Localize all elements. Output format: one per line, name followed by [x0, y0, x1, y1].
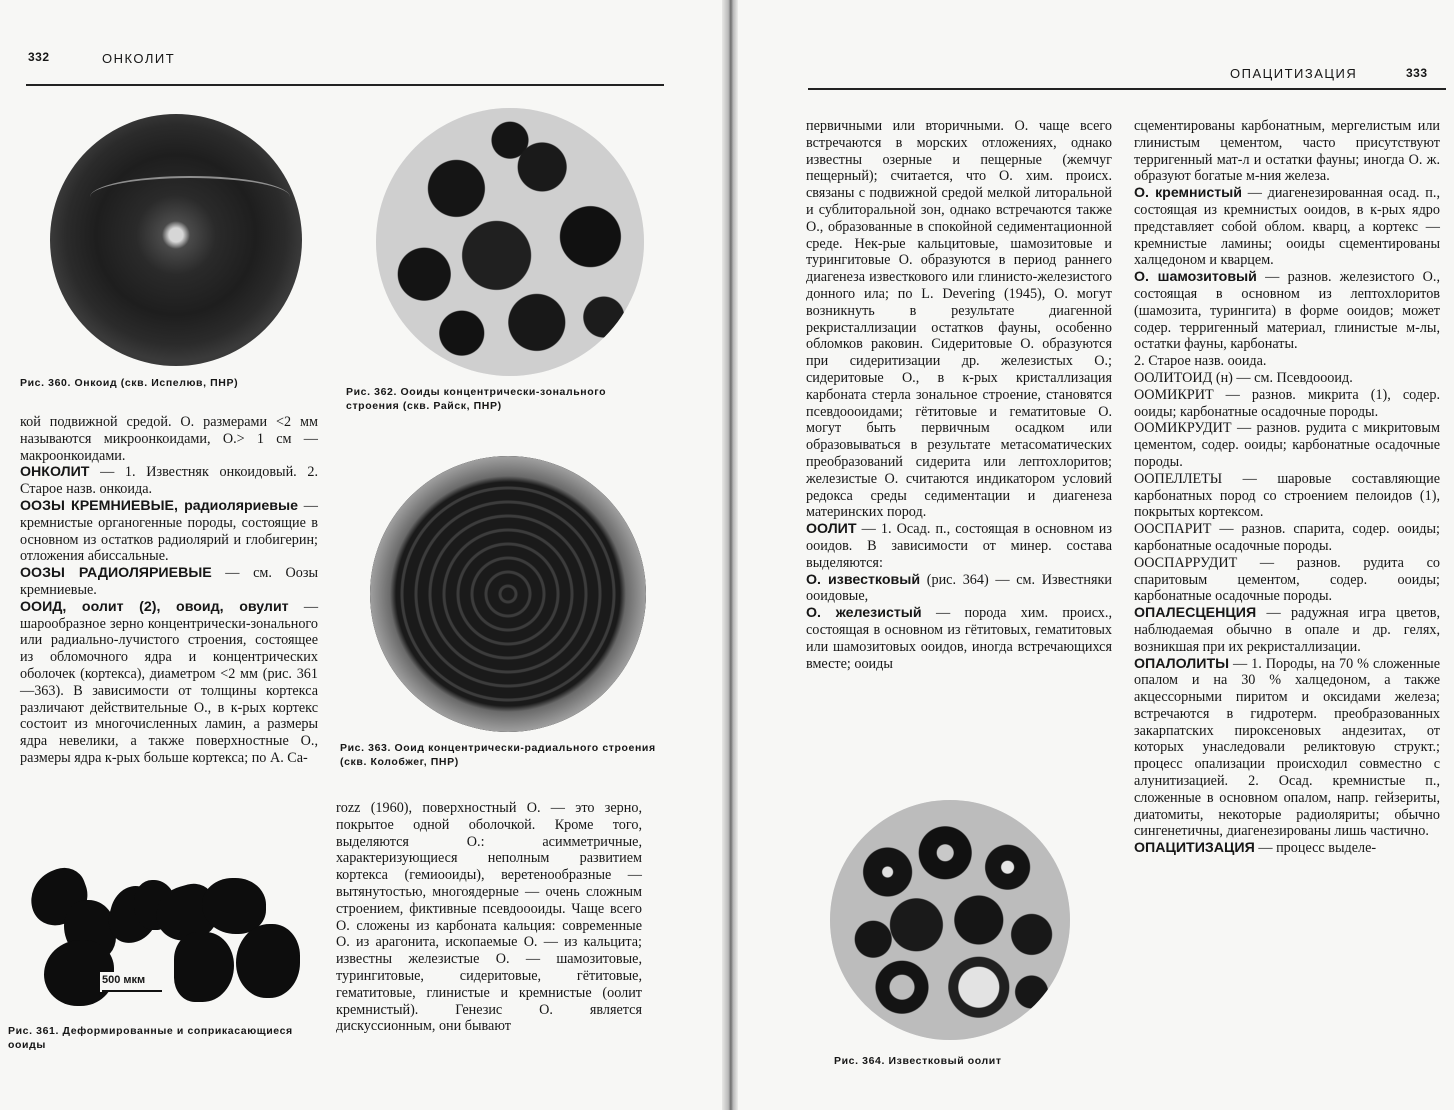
figure-360-caption: Рис. 360. Онкоид (скв. Испелюв, ПНР)	[20, 377, 239, 389]
right-column-2	[1134, 118, 1440, 857]
entry-paragraph: кой подвижной средой. О. размерами <2 мм называются микроонкоидами, О.> 1 см — макроонкоидами.	[20, 414, 318, 464]
entry-opatsitizatsiya: ОПАЦИТИЗАЦИЯ — процесс выделе-	[1134, 840, 1377, 857]
left-page	[0, 0, 722, 1110]
book-gutter	[722, 0, 738, 1110]
figure-362-caption: Рис. 362. Ооиды концентрически-зонального строения (скв. Райск, ПНР)	[346, 386, 607, 412]
right-page	[738, 0, 1454, 1110]
scale-bar	[102, 990, 162, 992]
entry-onkolit: ОНКОЛИТ — 1. Известняк онкоидовый. 2. Старое назв. онкоида.	[20, 464, 318, 498]
page-number-right: 333	[1406, 66, 1428, 80]
header-rule-left	[26, 84, 664, 86]
entry-oolitoid: ООЛИТОИД (н) — см. Псевдоооид.	[1134, 369, 1353, 386]
figure-361-scale-label: 500 мкм	[102, 974, 146, 986]
running-head-right: ОПАЦИТИЗАЦИЯ	[1230, 66, 1358, 81]
entry-oolit: ООЛИТ — 1. Осад. п., состоящая в основном из ооидов. В зависимости от минер. состава выделяются:	[806, 521, 1112, 571]
running-head-left: ОНКОЛИТ	[102, 51, 176, 66]
entry-oolit-kremnistyi: О. кремнистый — диагенезированная осад. п., состоящая из кремнистых ооидов, в к-рых ядро представляет собой облом. кварц, а кортекс — кремнистые ламины; ооиды сцементированы халцедоном и кварцем.	[1134, 185, 1440, 269]
entry-paragraph: 2. Старое назв. ооида.	[1134, 353, 1267, 370]
figure-364-caption: Рис. 364. Известковый оолит	[834, 1055, 1002, 1067]
figure-361-caption: Рис. 361. Деформированные и соприкасающиеся ооиды	[8, 1025, 293, 1051]
entry-oomikrudit: ООМИКРУДИТ — разнов. рудита с микритовым цементом, содер. ооиды; карбонатные осадочные породы.	[1134, 420, 1440, 470]
page-number-left: 332	[28, 50, 50, 64]
entry-oolit-shamozitovyi: О. шамозитовый — разнов. железистого О., состоящая в основном из лептохлоритов (шамозита, турингита) в форме ооидов; может содер. терригенный материал, глинистые м-лы, остатки фауны, карбонаты.	[1134, 269, 1441, 353]
entry-opalolity: ОПАЛОЛИТЫ — 1. Породы, на 70 % сложенные опалом и на 30 % халцедоном, а также акцессорными пиритом и оксидами железа; встречаются в гидротерм. преобразованных закарпатских пироксеновых андезитах, от которых унаследовали реликтовую структ.; процесс опализации происходил совместно с алунитизацией. 2. Осад. кремнистые п., сложенные в основном опалом, напр. гейзериты, диатомиты, некоторые радиоляриты; обычно сингенетичны, диагенезированы лишь частично.	[1134, 655, 1440, 840]
entry-paragraph: rozz (1960), поверхностный О. — это зерно, покрытое одной оболочкой. Кроме того, выделяются О.: асимметричные, характеризующиеся неполным развитием кортекса (гемиооиды), веретенообразные — вытянутостью, многоядерные — очень сложным строением, фиктивные псевдоооиды. Чаще всего О. сложены из карбоната кальция: современные О. из арагонита, ископаемые О. — из кальцита; известны железистые О. — шамозитовые, турингитовые, сидеритовые, гётитовые, гематитовые, глинистые и кремнистые (оолит кремнистый). Генезис О. является дискуссионным, они бывают	[336, 800, 642, 1035]
left-column-2	[336, 800, 642, 1035]
entry-oosparrudit: ООСПАРРУДИТ — разнов. рудита со спаритовым цементом, содер. ооиды; карбонатные осадочные породы.	[1134, 554, 1440, 605]
left-column-1	[20, 414, 318, 767]
figure-360-oncoid-image	[50, 114, 302, 366]
figure-362-ooids-image	[376, 108, 644, 376]
entry-oopellety: ООПЕЛЛЕТЫ — шаровые составляющие карбонатных пород со строением пелоидов (1), покрытых кортексом.	[1134, 470, 1440, 521]
figure-361-ooids-image	[24, 860, 314, 1020]
right-column-1	[806, 118, 1112, 672]
figure-363-caption: Рис. 363. Ооид концентрически-радиального строения (скв. Колобжег, ПНР)	[340, 742, 656, 768]
entry-ooid: ООИД, оолит (2), овоид, овулит — шарообразное зерно концентрически-зонального или радиально-лучистого строения, состоящее из обломочного ядра и концентрических оболочек (кортекса), диаметром <2 мм (рис. 361—363). В зависимости от толщины кортекса различают действительные О., в к-рых кортекс состоит из многочисленных ламин, а размеры ядра невелики, а также поверхностные О., размеры ядра к-рых больше кортекса; по А. Ca-	[20, 598, 318, 766]
header-rule-right	[808, 88, 1446, 90]
figure-363-ooid-image	[370, 456, 646, 732]
entry-oosparit: ООСПАРИТ — разнов. спарита, содер. ооиды; карбонатные осадочные породы.	[1134, 521, 1440, 554]
entry-oomikrit: ООМИКРИТ — разнов. микрита (1), содер. ооиды; карбонатные осадочные породы.	[1134, 386, 1440, 420]
entry-paragraph: сцементированы карбонатным, мергелистым или глинистым цементом, часто присутствуют терригенный мат-л и остатки фауны; иногда О. ж. образуют богатые м-ния железа.	[1134, 118, 1440, 185]
entry-oolit-zhelezistyi: О. железистый — порода хим. происх., состоящая в основном из гётитовых, гематитовых или шамозитовых ооидов, иногда встречающихся вместе; ооиды	[806, 605, 1112, 672]
entry-paragraph: первичными или вторичными. О. чаще всего встречаются в морских отложениях, однако известны озерные и пещерные (жемчуг пещерный); считается, что О. хим. происх. связаны с подвижной средой мелкой литоральной и сублиторальной зон, однако встречаются также О., образованные в спокойной седиментационной среде. Нек-рые кальцитовые, шамозитовые и турингитовые О. образуются в период раннего диагенеза известкового или глинисто-железистого донного ила; по L. Devering (1945), О. могут возникнуть в результате диагенной рекристаллизации остатков фауны, особенно обломков раковин. Сидеритовые О. образуются при сидеритизации др. железистых О.; сидеритовые О., в к-рых кристаллизация карбоната стерла зональное строение, становятся псевдоооидами; гётитовые и гематитовые О. могут быть первичным осадком или образовываться в результате метасоматических преобразований сидерита или лептохлоритов; железистые О. считаются индикатором условий редокса среды седиментации и диагенеза материнских пород.	[806, 118, 1112, 521]
entry-oozy-kremnievye: ООЗЫ КРЕМНИЕВЫЕ, радиоляриевые — кремнистые органогенные породы, состоящие в основном из остатков радиолярий и глобигерин; отложения абиссальные.	[20, 497, 318, 565]
entry-oozy-radiolyarievye: ООЗЫ РАДИОЛЯРИЕВЫЕ — см. Оозы кремниевые.	[20, 565, 318, 598]
entry-oolit-izvestkovyi: О. известковый (рис. 364) — см. Известняки ооидовые,	[806, 571, 1112, 605]
figure-364-oolite-image	[830, 800, 1070, 1040]
entry-opalestsentsiya: ОПАЛЕСЦЕНЦИЯ — радужная игра цветов, наблюдаемая обычно в опале и др. гелях, возникшая при их рекристаллизации.	[1134, 605, 1440, 655]
